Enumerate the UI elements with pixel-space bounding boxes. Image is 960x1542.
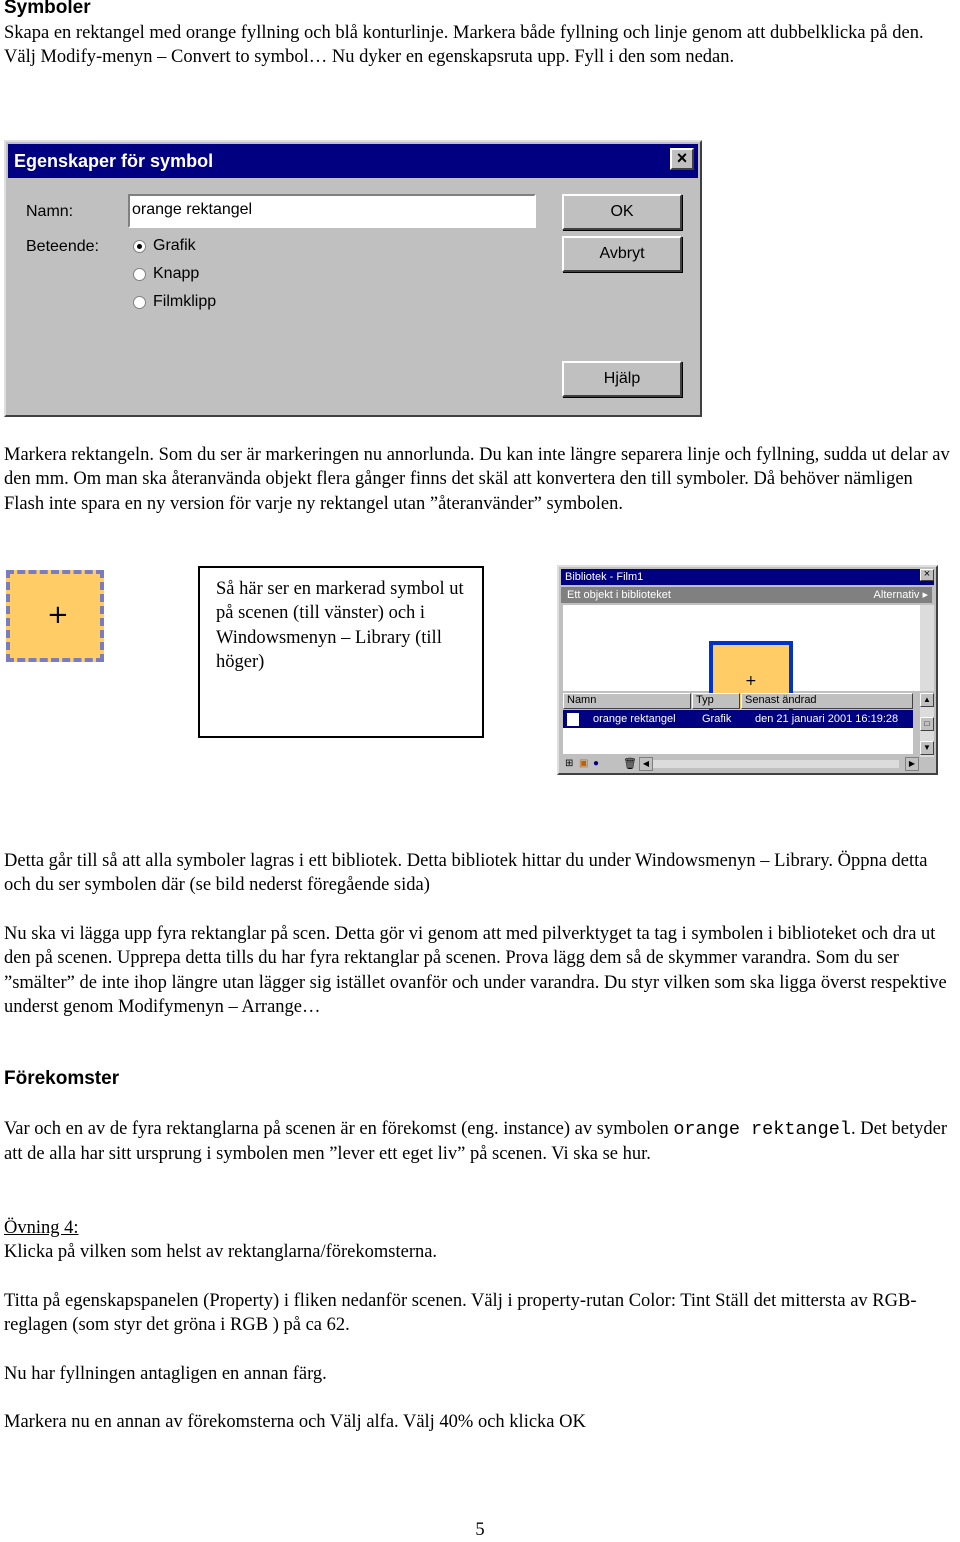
column-type-header[interactable]: Typ: [692, 693, 740, 709]
selected-symbol[interactable]: [6, 570, 104, 662]
page-number: 5: [475, 1520, 485, 1540]
library-subtitle-bar: [561, 587, 932, 603]
library-close-icon[interactable]: ×: [920, 569, 934, 581]
exercise-text: Klicka på vilken som helst av rektanglarna/förekomsterna.: [4, 1242, 438, 1262]
trash-icon[interactable]: 🗑: [623, 758, 637, 770]
radio-knapp[interactable]: [133, 268, 146, 281]
column-changed-header[interactable]: Senast ändrad: [741, 693, 913, 709]
caption-box: Så här ser en markerad symbol ut på scenen (till vänster) och i Windowsmenyn – Library (till höger): [198, 566, 484, 738]
new-folder-icon[interactable]: ▣: [579, 758, 589, 769]
paragraph-scen: Nu ska vi lägga upp fyra rektanglar på scen. Detta gör vi genom att med pilverktyget ta tag i symbolen i biblioteket och dra ut den på scenen. Upprepa detta tills du har fyra rektanglar på scenen. Prova lägg dem så de skymmer varandra. Som du ser ”smälter” de inte ihop längre utan lägger sig istället ovanför och under varandra. Du styr vilken som ska ligga överst respektive underst genom Modifymenyn – Arrange…: [4, 924, 947, 1017]
paragraph-markera: Markera rektangeln. Som du ser är markeringen nu annorlunda. Du kan inte längre separera linje och fyllning, sudda ut delar av den mm. Om man ska återanvända objekt flera gånger finns det skäl att konvertera den till symboler. Då behöver nämligen Flash inte spara en ny version för varje ny rektangel utan ”återanvänder” symbolen.: [4, 445, 950, 514]
library-row[interactable]: [563, 710, 913, 728]
scroll-down-icon[interactable]: ▼: [920, 741, 934, 755]
row-changed: den 21 januari 2001 16:19:28: [755, 713, 899, 725]
new-symbol-icon[interactable]: ⊞: [565, 758, 574, 769]
options-arrow-icon: ▸: [922, 589, 928, 601]
symbol-properties-dialog: [4, 140, 702, 417]
library-options-label: Alternativ: [873, 589, 920, 601]
option-filmklipp-label: Filmklipp: [153, 293, 217, 310]
forekomster-text-1: Var och en av de fyra rektanglarna på scenen är en förekomst (eng. instance) av symbolen: [4, 1119, 674, 1139]
library-preview: [563, 605, 921, 691]
paragraph-fargen: Nu har fyllningen antagligen en annan färg.: [4, 1364, 327, 1384]
scroll-mid-icon[interactable]: □: [920, 717, 934, 731]
paragraph-titta: Titta på egenskapspanelen (Property) i fliken nedanför scenen. Välj i property-rutan Color: Tint Ställ det mittersta av RGB- reglagen (som styr det gröna i RGB ) på ca 62.: [4, 1291, 917, 1336]
crosshair-icon: +: [745, 673, 757, 689]
graphic-symbol-icon: [567, 713, 579, 726]
dialog-title: Egenskaper för symbol: [8, 144, 698, 178]
behavior-label: Beteende:: [26, 238, 99, 255]
row-name: orange rektangel: [593, 713, 676, 725]
library-panel: [557, 565, 938, 775]
radio-grafik[interactable]: [133, 240, 146, 253]
preview-scrollbar[interactable]: [920, 605, 934, 691]
option-grafik-label: Grafik: [153, 237, 196, 254]
cancel-button[interactable]: Avbryt: [562, 236, 682, 272]
paragraph-bibliotek: Detta går till så att alla symboler lagras i ett bibliotek. Detta bibliotek hittar du under Windowsmenyn – Library. Öppna detta och du ser symbolen där (se bild nederst föregående sida): [4, 851, 928, 896]
name-field[interactable]: orange rektangel: [128, 194, 536, 228]
close-icon[interactable]: ×: [670, 148, 694, 170]
crosshair-icon: +: [47, 600, 69, 630]
column-name-header[interactable]: Namn: [563, 693, 691, 709]
paragraph-forekomster: [4, 1117, 956, 1167]
radio-filmklipp[interactable]: [133, 296, 146, 309]
scroll-right-icon[interactable]: ▶: [905, 757, 919, 771]
library-toolbar: [563, 757, 921, 771]
help-button[interactable]: Hjälp: [562, 361, 682, 397]
scroll-up-icon[interactable]: ▲: [920, 693, 934, 707]
intro-paragraph: Skapa en rektangel med orange fyllning och blå konturlinje. Markera både fyllning och linje genom att dubbelklicka på den. Välj Modify-menyn – Convert to symbol… Nu dyker en egenskapsruta upp. Fyll i den som nedan.: [4, 23, 924, 68]
list-scrollbar[interactable]: [920, 693, 934, 757]
name-label: Namn:: [26, 203, 74, 220]
paragraph-alfa: Markera nu en annan av förekomsterna och Välj alfa. Välj 40% och klicka OK: [4, 1412, 586, 1432]
horizontal-scrollbar[interactable]: [653, 760, 899, 768]
exercise-title: Övning 4:: [4, 1218, 79, 1238]
ok-button[interactable]: OK: [562, 194, 682, 230]
row-type: Grafik: [702, 713, 732, 725]
properties-icon[interactable]: ●: [593, 758, 600, 769]
forekomster-text-2: . Det betyder att de alla har sitt ursprung i symbolen men ”lever ett eget liv” på scenen. Vi ska se hur.: [4, 1119, 948, 1165]
library-subtitle: Ett objekt i biblioteket: [567, 589, 671, 601]
heading-symboler: Symboler: [4, 0, 91, 18]
scroll-left-icon[interactable]: ◀: [639, 757, 653, 771]
symbol-name-code: orange rektangel: [673, 1119, 851, 1140]
library-options-menu[interactable]: [874, 587, 928, 603]
option-knapp-label: Knapp: [153, 265, 200, 282]
library-title: Bibliotek - Film1: [561, 569, 934, 585]
heading-forekomster: Förekomster: [4, 1068, 120, 1089]
library-list-empty: [563, 728, 913, 754]
